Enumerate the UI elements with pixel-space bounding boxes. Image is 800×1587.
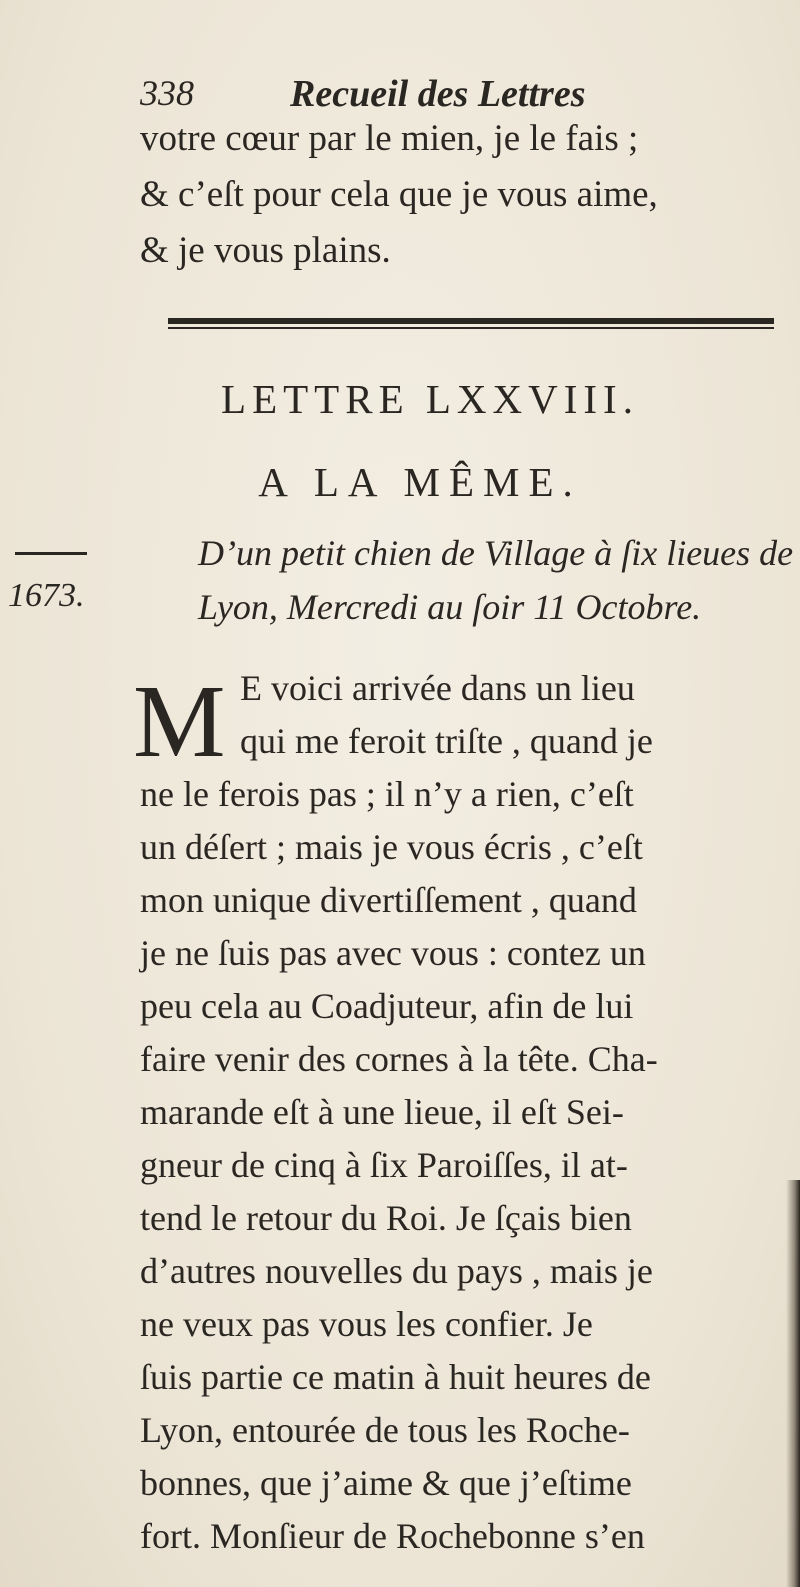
letter-addressee: A LA MÊME. [258, 459, 582, 505]
previous-letter-line: & c’eſt pour cela que je vous aime, [140, 174, 658, 215]
section-divider-thin [168, 327, 774, 329]
body-line: tend le retour du Roi. Je ſçais bien [140, 1198, 632, 1238]
body-line: d’autres nouvelles du pays , mais je [140, 1251, 653, 1291]
body-line: je ne ſuis pas avec vous : contez un [140, 933, 646, 973]
section-divider [168, 318, 774, 324]
body-line: peu cela au Coadjuteur, afin de lui [140, 986, 634, 1026]
body-line: ne veux pas vous les confier. Je [140, 1304, 593, 1344]
body-line: Lyon, entourée de tous les Roche- [140, 1410, 630, 1450]
margin-dash [15, 552, 87, 555]
drop-cap: M [133, 664, 226, 779]
body-line: ſuis partie ce matin à huit heures de [140, 1357, 651, 1397]
body-line: gneur de cinq à ſix Paroiſſes, il at- [140, 1145, 628, 1185]
running-title: Recueil des Lettres [290, 73, 586, 115]
letter-title: LETTRE LXXVIII. [221, 376, 639, 422]
previous-letter-line: votre cœur par le mien, je le fais ; [140, 118, 639, 159]
body-line: marande eſt à une lieue, il eſt Sei- [140, 1092, 624, 1132]
body-line: fort. Monſieur de Rochebonne s’en [140, 1516, 645, 1556]
dateline-line: D’un petit chien de Village à ſix lieues de [198, 533, 794, 573]
body-line: ne le ferois pas ; il n’y a rien, c’eſt [140, 774, 634, 814]
body-line: E voici arrivée dans un lieu [240, 668, 635, 708]
body-line: faire venir des cornes à la tête. Cha- [140, 1039, 658, 1079]
body-line: un déſert ; mais je vous écris , c’eſt [140, 827, 643, 867]
page-number: 338 [140, 73, 194, 113]
body-line: qui me feroit triſte , quand je [240, 721, 653, 761]
body-line: bonnes, que j’aime & que j’eſtime [140, 1463, 632, 1503]
body-line: mon unique divertiſſement , quand [140, 880, 637, 920]
page-edge-shadow [786, 1180, 800, 1587]
previous-letter-line: & je vous plains. [140, 230, 391, 271]
margin-year: 1673. [8, 577, 85, 614]
dateline-line: Lyon, Mercredi au ſoir 11 Octobre. [198, 587, 702, 627]
